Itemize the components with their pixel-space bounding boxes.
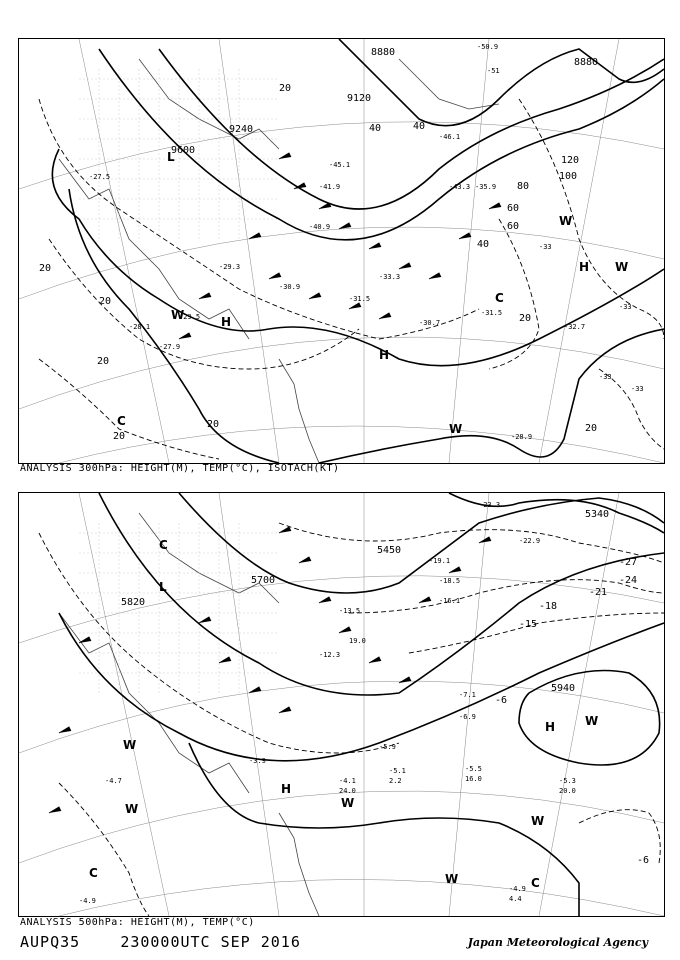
station-value: -6.9 [459,713,476,721]
isotach-label: 100 [559,171,578,182]
temp-label: -27.9 [159,343,181,351]
height-label: 8880 [574,57,599,68]
temp-label: -51 [487,67,500,75]
height-label: 5450 [377,545,402,556]
warm-center: W [341,796,355,810]
station-value: -4.9 [509,885,526,893]
temp-label: -33 [619,303,632,311]
low-pressure-center: L [159,580,167,594]
height-contours [59,493,664,916]
station-value: 24.0 [339,787,356,795]
map-500hpa-canvas [19,493,664,916]
warm-center: W [559,214,573,228]
station-value: -5.3 [559,777,576,785]
map-300hpa [18,38,665,464]
warm-center: W [445,872,459,886]
station-value: -4.7 [105,777,122,785]
station-value: -12.3 [319,651,341,659]
isotach-label: 20 [97,356,110,367]
high-pressure-center: H [579,260,590,274]
temp-label: -28.9 [511,433,533,441]
temp-label: -46.1 [439,133,461,141]
graticule [19,39,664,463]
warm-center: W [123,738,137,752]
cold-center: C [531,876,540,890]
valid-time: 230000UTC SEP 2016 [120,933,301,951]
isotherm-label: -6 [637,855,650,866]
temp-label: -33.3 [379,273,401,281]
map-300hpa-canvas [19,39,664,463]
isotach-label: 80 [517,181,530,192]
isotherms [39,523,664,916]
isotach-label: 60 [507,203,520,214]
isotach-label: 40 [477,239,490,250]
height-label: 9120 [347,93,372,104]
chart-identifier [20,933,301,951]
isotherm-label: -18 [539,601,558,612]
temp-label: -30.9 [279,283,301,291]
isotach-label: 20 [519,313,532,324]
station-value: -7.1 [459,691,476,699]
temp-label: -33 [631,385,644,393]
map-500hpa [18,492,665,917]
station-value: -16.1 [439,597,461,605]
high-pressure-center: H [379,348,390,362]
height-label: 9600 [171,145,196,156]
temp-label: -43.3 [449,183,471,191]
isotach-label: 20 [279,83,292,94]
isotach-label: 60 [507,221,520,232]
station-value: -23.3 [479,501,501,509]
isotherm-label: -27 [619,557,638,568]
isotherm-label: -24 [619,575,638,586]
height-label: 9240 [229,124,254,135]
caption-300hpa: ANALYSIS 300hPa: HEIGHT(M), TEMP(°C), ISOTACH(KT) [20,463,340,474]
warm-center: W [171,308,185,322]
height-label: 5700 [251,575,276,586]
station-value: -5.5 [465,765,482,773]
isotach-label: 20 [113,431,126,442]
station-value: -19.1 [429,557,451,565]
temp-label: -32.7 [564,323,586,331]
station-value: 20.0 [559,787,576,795]
isotach-label: 20 [585,423,598,434]
station-value: -5.9 [379,743,396,751]
temp-label: -29.3 [219,263,241,271]
isotach-label: 40 [413,121,426,132]
isotherm-label: -6 [495,695,508,706]
warm-center: W [449,422,463,436]
height-label: 5820 [121,597,146,608]
agency-name: Japan Meteorological Agency [467,936,648,949]
chart-code: AUPQ35 [20,933,81,951]
height-label: 5940 [551,683,576,694]
isotherm-label: -21 [589,587,608,598]
temp-label: -41.9 [319,183,341,191]
temp-label: -31.5 [349,295,371,303]
station-value: 19.0 [349,637,366,645]
isotherm-label: -15 [519,619,538,630]
isotach-label: 120 [561,155,580,166]
temp-label: -45.1 [329,161,351,169]
station-value: -5.1 [389,767,406,775]
cold-center: C [89,866,98,880]
coastline [59,59,499,463]
station-value: 2.2 [389,777,402,785]
station-value: 4.4 [509,895,522,903]
temp-label: -40.9 [309,223,331,231]
temp-label: -27.5 [89,173,111,181]
isotach-label: 20 [99,296,112,307]
high-pressure-center: H [221,315,232,329]
station-value: -4.9 [79,897,96,905]
coastline [59,513,319,916]
temp-label: -33 [539,243,552,251]
station-value: 16.0 [465,775,482,783]
high-pressure-center: H [281,782,292,796]
height-label: 5340 [585,509,610,520]
warm-center: W [531,814,545,828]
cold-center: C [159,538,168,552]
station-value: -3.9 [249,757,266,765]
caption-500hpa: ANALYSIS 500hPa: HEIGHT(M), TEMP(°C) [20,917,255,928]
height-label: 8880 [371,47,396,58]
data-grid [79,523,279,693]
cold-center: C [495,291,504,305]
warm-center: W [125,802,139,816]
wind-barbs [179,153,501,339]
temp-label: -35.9 [475,183,497,191]
isotherms [39,99,664,459]
isotach-label: 40 [369,123,382,134]
high-pressure-center: H [545,720,556,734]
temp-label: -29.5 [179,313,201,321]
temp-label: -50.9 [477,43,499,51]
temp-label: -28.1 [129,323,151,331]
station-value: -4.1 [339,777,356,785]
warm-center: W [615,260,629,274]
warm-center: W [585,714,599,728]
temp-label: -30.7 [419,319,441,327]
cold-center: C [117,414,126,428]
temp-label: -31.5 [481,309,503,317]
isotach-label: 20 [39,263,52,274]
station-value: -13.5 [339,607,361,615]
isotach-label: 20 [207,419,220,430]
low-pressure-center: L [167,150,175,164]
temp-label: -33 [599,373,612,381]
station-value: -18.5 [439,577,461,585]
station-value: -22.9 [519,537,541,545]
